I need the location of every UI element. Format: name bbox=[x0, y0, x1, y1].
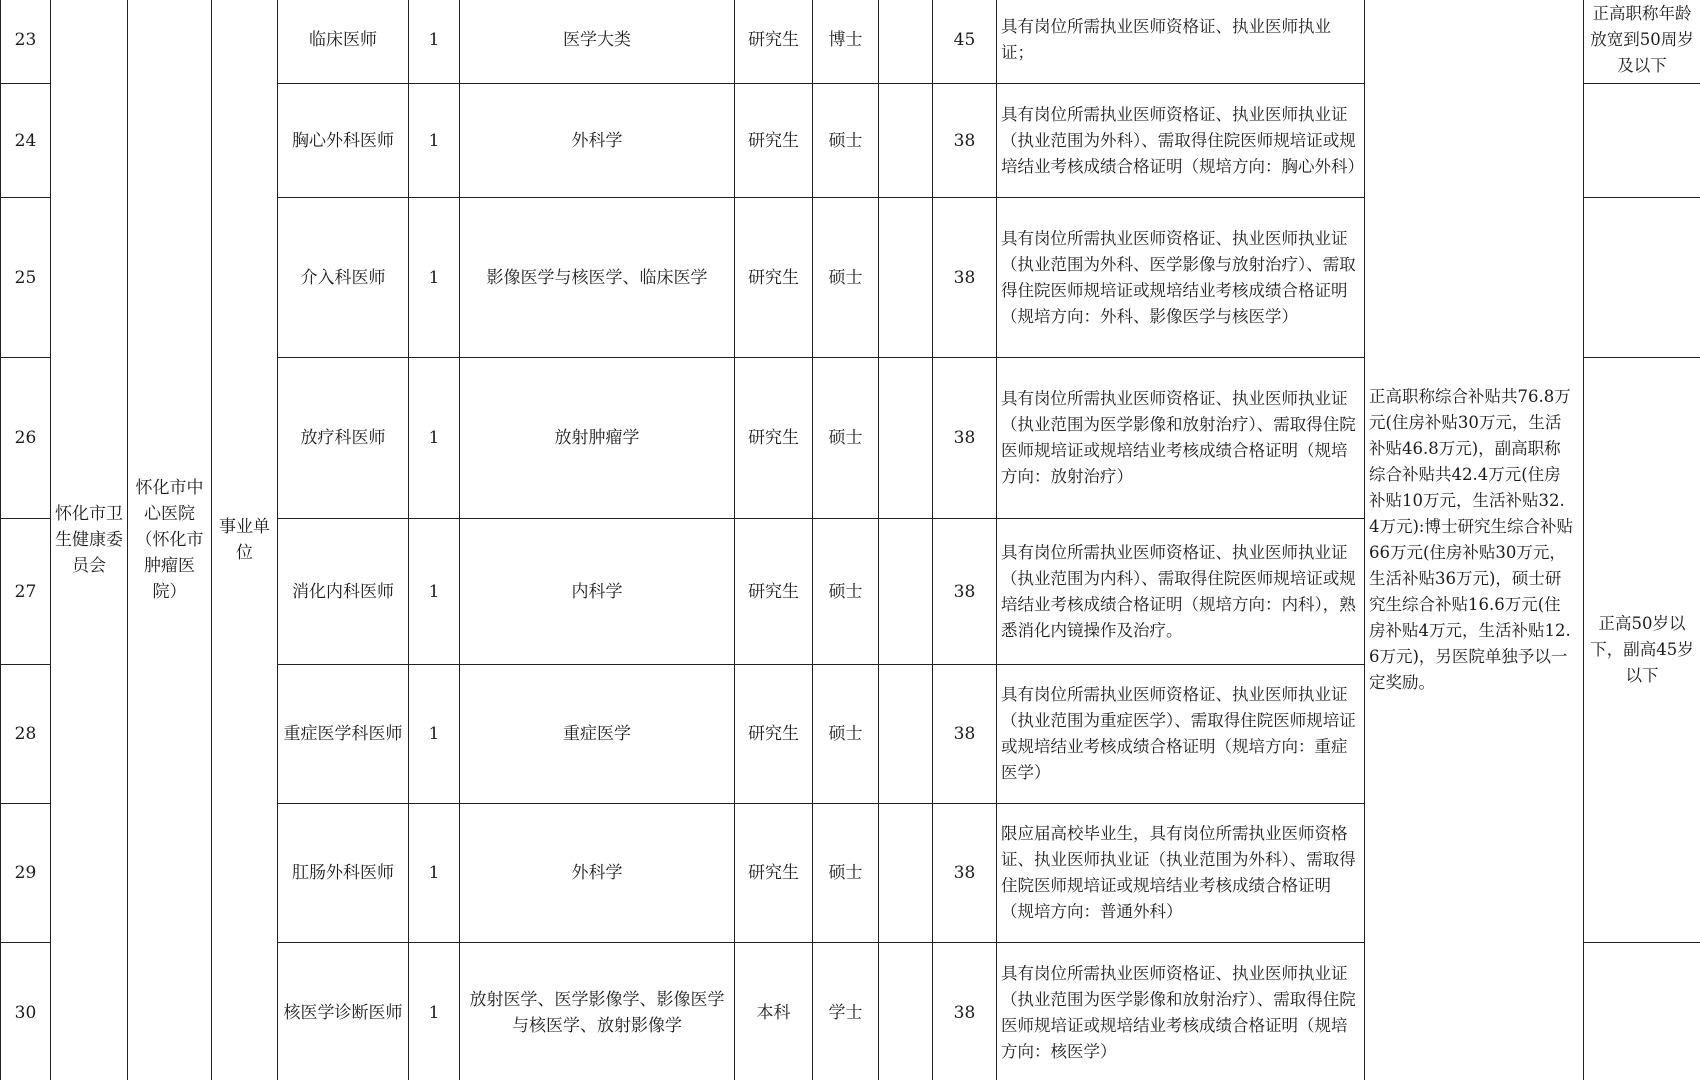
unit-type-cell: 事业单位 bbox=[212, 0, 278, 1080]
education-cell: 研究生 bbox=[735, 519, 813, 665]
count-cell: 1 bbox=[409, 665, 460, 804]
requirement-cell: 具有岗位所需执业医师资格证、执业医师执业证（执业范围为重症医学）、需取得住院医师规培证或规培结业考核成绩合格证明（规培方向：重症医学） bbox=[997, 665, 1365, 804]
degree-cell: 硕士 bbox=[813, 198, 879, 358]
education-cell: 研究生 bbox=[735, 0, 813, 84]
row-no: 27 bbox=[1, 519, 51, 665]
position-cell: 重症医学科医师 bbox=[278, 665, 409, 804]
education-cell: 研究生 bbox=[735, 358, 813, 519]
position-cell: 胸心外科医师 bbox=[278, 84, 409, 198]
age-cell: 38 bbox=[933, 198, 997, 358]
note-cell-empty bbox=[1584, 84, 1700, 198]
major-cell: 医学大类 bbox=[460, 0, 735, 84]
note-cell-empty bbox=[1584, 198, 1700, 358]
major-cell: 外科学 bbox=[460, 84, 735, 198]
requirement-cell: 具有岗位所需执业医师资格证、执业医师执业证（执业范围为外科）、需取得住院医师规培证或规培结业考核成绩合格证明（规培方向：胸心外科） bbox=[997, 84, 1365, 198]
age-cell: 38 bbox=[933, 804, 997, 943]
blank-cell bbox=[879, 0, 933, 84]
blank-cell bbox=[879, 84, 933, 198]
row-no: 30 bbox=[1, 943, 51, 1080]
count-cell: 1 bbox=[409, 198, 460, 358]
requirement-cell: 具有岗位所需执业医师资格证、执业医师执业证； bbox=[997, 0, 1365, 84]
count-cell: 1 bbox=[409, 943, 460, 1080]
position-cell: 介入科医师 bbox=[278, 198, 409, 358]
blank-cell bbox=[879, 519, 933, 665]
education-cell: 本科 bbox=[735, 943, 813, 1080]
major-cell: 影像医学与核医学、临床医学 bbox=[460, 198, 735, 358]
note-cell-group: 正高50岁以下，副高45岁以下 bbox=[1584, 358, 1700, 943]
major-cell: 放射肿瘤学 bbox=[460, 358, 735, 519]
degree-cell: 硕士 bbox=[813, 665, 879, 804]
degree-cell: 硕士 bbox=[813, 358, 879, 519]
position-cell: 临床医师 bbox=[278, 0, 409, 84]
note-cell: 正高职称年龄放宽到50周岁及以下 bbox=[1584, 0, 1700, 84]
count-cell: 1 bbox=[409, 84, 460, 198]
age-cell: 45 bbox=[933, 0, 997, 84]
degree-cell: 硕士 bbox=[813, 84, 879, 198]
blank-cell bbox=[879, 665, 933, 804]
position-cell: 消化内科医师 bbox=[278, 519, 409, 665]
count-cell: 1 bbox=[409, 804, 460, 943]
unit-cell: 怀化市中心医院（怀化市肿瘤医院） bbox=[128, 0, 212, 1080]
note-cell-empty bbox=[1584, 943, 1700, 1080]
degree-cell: 博士 bbox=[813, 0, 879, 84]
requirement-cell: 具有岗位所需执业医师资格证、执业医师执业证（执业范围为医学影像和放射治疗）、需取得住院医师规培证或规培结业考核成绩合格证明（规培方向：核医学） bbox=[997, 943, 1365, 1080]
major-cell: 内科学 bbox=[460, 519, 735, 665]
row-no: 26 bbox=[1, 358, 51, 519]
count-cell: 1 bbox=[409, 358, 460, 519]
count-cell: 1 bbox=[409, 0, 460, 84]
table-row bbox=[1, 0, 1700, 84]
age-cell: 38 bbox=[933, 943, 997, 1080]
position-cell: 肛肠外科医师 bbox=[278, 804, 409, 943]
department-cell: 怀化市卫生健康委员会 bbox=[51, 0, 128, 1080]
education-cell: 研究生 bbox=[735, 198, 813, 358]
row-no: 23 bbox=[1, 0, 51, 84]
blank-cell bbox=[879, 943, 933, 1080]
position-cell: 核医学诊断医师 bbox=[278, 943, 409, 1080]
row-no: 28 bbox=[1, 665, 51, 804]
education-cell: 研究生 bbox=[735, 804, 813, 943]
degree-cell: 硕士 bbox=[813, 804, 879, 943]
blank-cell bbox=[879, 198, 933, 358]
blank-cell bbox=[879, 804, 933, 943]
age-cell: 38 bbox=[933, 665, 997, 804]
requirement-cell: 具有岗位所需执业医师资格证、执业医师执业证（执业范围为外科、医学影像与放射治疗）、需取得住院医师规培证或规培结业考核成绩合格证明（规培方向：外科、影像医学与核医学） bbox=[997, 198, 1365, 358]
age-cell: 38 bbox=[933, 519, 997, 665]
education-cell: 研究生 bbox=[735, 665, 813, 804]
count-cell: 1 bbox=[409, 519, 460, 665]
position-cell: 放疗科医师 bbox=[278, 358, 409, 519]
major-cell: 重症医学 bbox=[460, 665, 735, 804]
age-cell: 38 bbox=[933, 84, 997, 198]
row-no: 25 bbox=[1, 198, 51, 358]
degree-cell: 学士 bbox=[813, 943, 879, 1080]
blank-cell bbox=[879, 358, 933, 519]
major-cell: 放射医学、医学影像学、影像医学与核医学、放射影像学 bbox=[460, 943, 735, 1080]
education-cell: 研究生 bbox=[735, 84, 813, 198]
major-cell: 外科学 bbox=[460, 804, 735, 943]
benefit-cell: 正高职称综合补贴共76.8万元(住房补贴30万元，生活补贴46.8万元)，副高职称综合补贴共42.4万元(住房补贴10万元，生活补贴32.4万元):博士研究生综合补贴66万元(住房补贴30万元，生活补贴36万元)，硕士研究生综合补贴16.6万元(住房补贴4万元，生活补贴12.6万元)，另医院单独予以一定奖励。 bbox=[1365, 0, 1584, 1080]
requirement-cell: 具有岗位所需执业医师资格证、执业医师执业证（执业范围为内科）、需取得住院医师规培证或规培结业考核成绩合格证明（规培方向：内科），熟悉消化内镜操作及治疗。 bbox=[997, 519, 1365, 665]
row-no: 24 bbox=[1, 84, 51, 198]
row-no: 29 bbox=[1, 804, 51, 943]
degree-cell: 硕士 bbox=[813, 519, 879, 665]
age-cell: 38 bbox=[933, 358, 997, 519]
requirement-cell: 限应届高校毕业生，具有岗位所需执业医师资格证、执业医师执业证（执业范围为外科）、需取得住院医师规培证或规培结业考核成绩合格证明（规培方向：普通外科） bbox=[997, 804, 1365, 943]
requirement-cell: 具有岗位所需执业医师资格证、执业医师执业证（执业范围为医学影像和放射治疗）、需取得住院医师规培证或规培结业考核成绩合格证明（规培方向：放射治疗） bbox=[997, 358, 1365, 519]
